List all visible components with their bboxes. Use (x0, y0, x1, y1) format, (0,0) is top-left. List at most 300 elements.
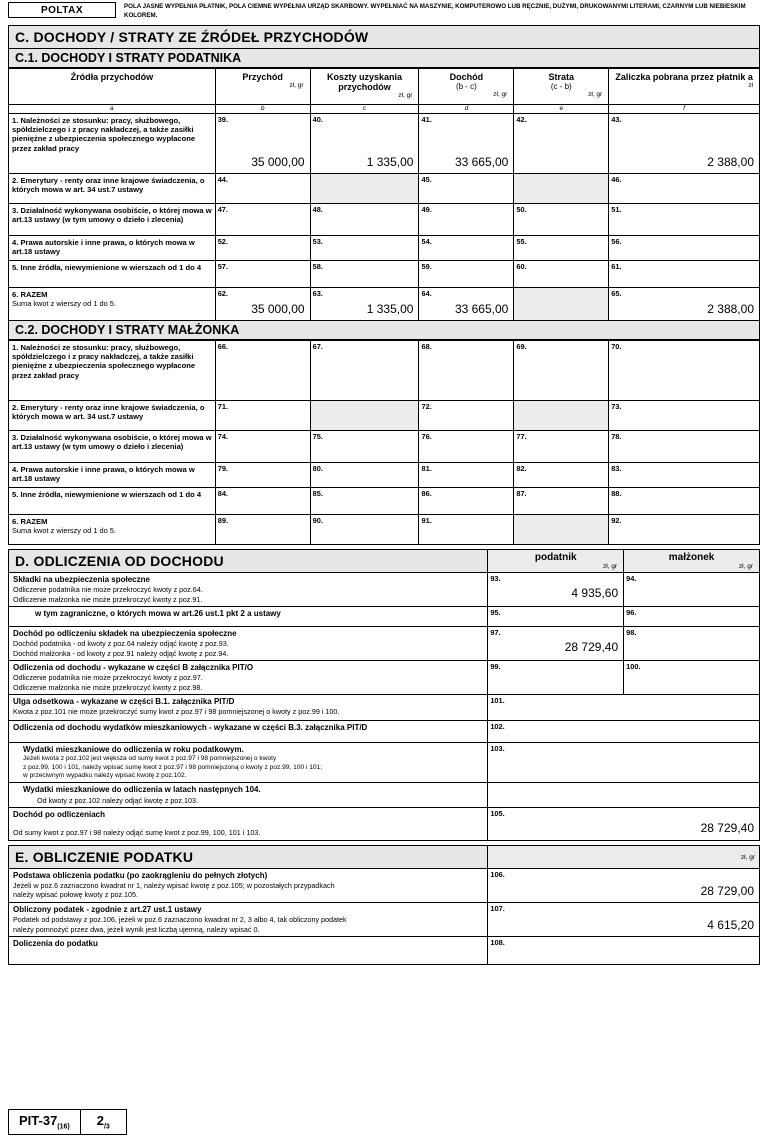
field-93[interactable] (488, 572, 624, 606)
section-d-title: D. ODLICZENIA OD DOCHODU (9, 549, 488, 572)
row-note: Suma kwot z wierszy od 1 do 5. (12, 299, 116, 308)
field-77[interactable] (514, 430, 609, 462)
field-number: 86. (421, 488, 432, 498)
field-48[interactable] (310, 203, 419, 235)
row-label-3 (9, 203, 216, 235)
row-note-1: Od kwoty z poz.102 należy odjąć kwotę z poz.103. (37, 795, 199, 805)
field-number: 76. (421, 431, 432, 441)
field-51[interactable] (609, 203, 760, 235)
table-row (9, 462, 760, 487)
section-e-units (488, 845, 760, 868)
row-title: Ulga odsetkowa - wykazane w części B.1. załącznika PIT/D (13, 697, 235, 707)
field-82[interactable] (514, 462, 609, 487)
field-number: 78. (611, 431, 622, 441)
field-number: 55. (516, 236, 527, 246)
field-66[interactable] (215, 340, 310, 400)
field-number: 53. (312, 236, 323, 246)
field-number: 99. (490, 661, 501, 671)
document-header (8, 0, 760, 25)
col-units: zł, gr (603, 562, 618, 570)
field-74[interactable] (215, 430, 310, 462)
field-number: 59. (421, 261, 432, 271)
field-number: 67. (312, 341, 323, 351)
field-88[interactable] (609, 487, 760, 514)
field-76[interactable] (419, 430, 514, 462)
row-text: Inne źródła, niewymienione w wierszach od 1 do 4 (20, 262, 202, 272)
row-note-1: Dochód podatnika - od kwoty z poz.64 należy odjąć kwotę z poz.93. (13, 639, 229, 649)
row-title: Wydatki mieszkaniowe do odliczenia w roku podatkowym. (23, 745, 244, 755)
field-value: 28 729,40 (564, 639, 619, 654)
col-subtitle: (c - b) (550, 81, 572, 91)
col-letter-b: b (215, 104, 310, 113)
row-label-5 (9, 260, 216, 287)
field-64[interactable] (419, 287, 514, 320)
row-label-1-spouse (9, 340, 216, 400)
col-units: zł, gr (289, 81, 304, 89)
field-number: 48. (312, 204, 323, 214)
field-number: 64. (421, 288, 432, 298)
row-label-6-spouse (9, 514, 216, 544)
row-title: w tym zagraniczne, o których mowa w art.26 ust.1 pkt 2 a ustawy (35, 608, 281, 618)
row-label-calculated-tax (9, 902, 488, 936)
field-96[interactable] (624, 606, 760, 626)
row-title: Składki na ubezpieczenia społeczne (13, 574, 150, 584)
field-number: 89. (217, 515, 229, 525)
row-note-2: Dochód małżonka - od kwoty z poz.91 należy odjąć kwotę z poz.94. (13, 648, 229, 658)
row-note-1: Jeżeli w poz.6 zaznaczono kwadrat nr 1, należy wpisać kwotę z poz.105; w pozostałych przypadkach (13, 881, 335, 891)
table-row (9, 743, 760, 783)
field-78[interactable] (609, 430, 760, 462)
field-number: 44. (217, 174, 228, 184)
col-title: Źródła przychodów (70, 71, 154, 82)
field-80[interactable] (310, 462, 419, 487)
page-number: 2 (96, 1113, 104, 1129)
field-41[interactable] (419, 113, 514, 173)
field-number: 52. (217, 236, 228, 246)
row-text: Działalność wykonywana osobiście, o której mowa w art.13 ustawy (w tym umowy o dzieło i zlecenia) (12, 205, 212, 224)
field-84[interactable] (215, 487, 310, 514)
row-title: Doliczenia do podatku (13, 938, 98, 948)
row-title: Dochód po odliczeniu składek na ubezpieczenia społeczne (13, 628, 237, 638)
field-number: 45. (421, 174, 432, 184)
field-number: 72. (421, 401, 432, 411)
field-92[interactable] (609, 514, 760, 544)
field-70[interactable] (609, 340, 760, 400)
row-number: 5. (12, 489, 19, 499)
row-label-housing-current-year (9, 743, 488, 783)
header-instructions: POLA JASNE WYPEŁNIA PŁATNIK, POLA CIEMNE WYPEŁNIA URZĄD SKARBOWY. WYPEŁNIAĆ NA MASZYNIE, KOMPUTEROWO LUB RĘCZNIE, DUŻYMI, DRUKOWANYMI LITERAMI, CZARNYM LUB NIEBIESKIM KOLOREM. (124, 3, 746, 20)
row-note-1: Odliczenie podatnika nie może przekroczyć kwoty z poz.97. (13, 673, 203, 683)
field-89[interactable] (215, 514, 310, 544)
row-note-1: Podatek od podstawy z poz.106, jeżeli w poz.6 zaznaczono kwadrat nr 2, 3 albo 4, tak obliczony podatek (13, 915, 347, 925)
col-letter-d: d (419, 104, 514, 113)
row-text: Prawa autorskie i inne prawa, o których mowa w art.18 ustawy (12, 237, 195, 256)
row-title: Podstawa obliczenia podatku (po zaokrągleniu do pełnych złotych) (13, 870, 268, 880)
field-number: 42. (516, 114, 527, 124)
field-99[interactable] (488, 660, 624, 694)
field-98[interactable] (624, 626, 760, 660)
field-value: 33 665,00 (454, 154, 509, 169)
table-row (9, 807, 760, 840)
table-c-header-row (9, 68, 760, 104)
table-row (9, 203, 760, 235)
field-106[interactable] (488, 868, 760, 902)
row-note-2: należy wpisać połowę kwoty z poz.105. (13, 890, 139, 900)
table-row (9, 695, 760, 721)
field-value: 35 000,00 (251, 301, 305, 316)
field-number: 54. (421, 236, 432, 246)
row-label-interest-relief (9, 695, 488, 721)
row-text: Prawa autorskie i inne prawa, o których mowa w art.18 ustawy (12, 464, 195, 483)
col-units: zł, gr (493, 91, 508, 99)
field-42[interactable] (514, 113, 609, 173)
field-blocked (514, 173, 609, 203)
row-number: 1. (12, 115, 19, 125)
field-number: 39. (217, 114, 228, 124)
field-72[interactable] (419, 400, 514, 430)
row-title: Obliczony podatek - zgodnie z art.27 ust.1 ustawy (13, 904, 202, 914)
field-number: 88. (611, 488, 622, 498)
field-58[interactable] (310, 260, 419, 287)
field-number: 68. (421, 341, 432, 351)
field-value: 33 665,00 (454, 301, 509, 316)
field-number: 65. (611, 288, 622, 298)
field-69[interactable] (514, 340, 609, 400)
field-number: 106. (490, 869, 505, 879)
field-number: 94. (626, 573, 637, 583)
row-note-2: z poz.99, 100 i 101, należy wpisać sumę kwot z poz.97 i 98 pomniejszoną o kwoty z poz.99, 100 i 101; (23, 763, 323, 771)
row-label-pito-deductions (9, 660, 488, 694)
field-61[interactable] (609, 260, 760, 287)
field-46[interactable] (609, 173, 760, 203)
table-row (9, 902, 760, 936)
field-75[interactable] (310, 430, 419, 462)
field-100[interactable] (624, 660, 760, 694)
row-label-tax-additions (9, 936, 488, 964)
col-letter-f: f (609, 104, 760, 113)
table-row (9, 235, 760, 260)
field-number: 101. (490, 696, 505, 706)
field-number: 92. (611, 515, 622, 525)
field-79[interactable] (215, 462, 310, 487)
field-number: 85. (312, 488, 323, 498)
row-number: 2. (12, 402, 19, 412)
field-number: 95. (490, 607, 501, 617)
field-86[interactable] (419, 487, 514, 514)
field-102[interactable] (488, 721, 760, 743)
field-43[interactable] (609, 113, 760, 173)
table-row (9, 783, 760, 808)
section-c1-title: C.1. DOCHODY I STRATY PODATNIKA (8, 49, 760, 68)
field-value: 28 729,00 (700, 883, 754, 898)
col-header-taxpayer (488, 549, 624, 572)
table-row (9, 572, 760, 606)
field-40[interactable] (310, 113, 419, 173)
field-53[interactable] (310, 235, 419, 260)
field-47[interactable] (215, 203, 310, 235)
row-label-5-spouse (9, 487, 216, 514)
field-number: 43. (611, 114, 622, 124)
row-label-income-after-contributions (9, 626, 488, 660)
field-number: 107. (490, 903, 505, 913)
field-value (514, 169, 608, 172)
field-number: 82. (516, 463, 527, 473)
row-label-housing-next-years (9, 783, 488, 808)
table-row (9, 721, 760, 743)
field-blocked (310, 400, 419, 430)
section-e-title: E. OBLICZENIE PODATKU (9, 845, 488, 868)
field-number: 90. (312, 515, 323, 525)
field-number: 96. (626, 607, 637, 617)
form-identifier (8, 1109, 81, 1135)
row-note-1: Od sumy kwot z poz.97 i 98 należy odjąć sumę kwot z poz.99, 100, 101 i 103. (13, 828, 261, 838)
table-row (9, 260, 760, 287)
row-label-foreign-contributions (9, 606, 488, 626)
field-103[interactable] (488, 743, 760, 783)
field-number: 83. (611, 463, 622, 473)
row-label-4 (9, 235, 216, 260)
field-number: 79. (217, 463, 229, 473)
col-letter-c: c (310, 104, 419, 113)
form-code: PIT-37 (19, 1113, 58, 1129)
field-number: 80. (312, 463, 323, 473)
row-label-6 (9, 287, 216, 320)
row-text: RAZEM (20, 516, 48, 526)
field-value: 35 000,00 (251, 154, 305, 169)
table-c-letter-row (9, 104, 760, 113)
row-title: Wydatki mieszkaniowe do odliczenia w latach następnych 104. (23, 785, 261, 795)
field-91[interactable] (419, 514, 514, 544)
table-row (9, 606, 760, 626)
field-60[interactable] (514, 260, 609, 287)
row-number: 4. (12, 464, 19, 474)
col-title: Strata (548, 71, 575, 82)
table-row (9, 626, 760, 660)
table-row (9, 400, 760, 430)
field-52[interactable] (215, 235, 310, 260)
table-c2 (8, 340, 760, 545)
field-55[interactable] (514, 235, 609, 260)
row-note-3: w przeciwnym wypadku należy wpisać kwotę z poz.102. (23, 771, 187, 779)
col-title: małżonek (668, 551, 715, 563)
field-number: 58. (312, 261, 323, 271)
row-number: 2. (12, 175, 19, 185)
row-title: Odliczenia od dochodu wydatków mieszkaniowych - wykazane w części B.3. załącznika PIT/D (13, 723, 368, 733)
table-row (9, 868, 760, 902)
field-number: 57. (217, 261, 228, 271)
col-units: zł, gr (398, 92, 413, 100)
field-97[interactable] (488, 626, 624, 660)
section-e-header-row (9, 845, 760, 868)
field-number: 75. (312, 431, 323, 441)
row-label-income-after-deductions (9, 807, 488, 840)
field-value: 28 729,40 (700, 820, 754, 835)
row-note-1: Odliczenie podatnika nie może przekroczyć kwoty z poz.64. (13, 585, 203, 595)
row-note: Suma kwot z wierszy od 1 do 5. (12, 526, 116, 535)
table-row (9, 340, 760, 400)
col-units: zł, gr (738, 562, 753, 570)
field-number: 46. (611, 174, 622, 184)
row-number: 1. (12, 342, 19, 352)
table-row (9, 936, 760, 964)
row-title: Dochód po odliczeniach (13, 809, 106, 819)
row-text: Działalność wykonywana osobiście, o której mowa w art.13 ustawy (w tym umowy o dzieło i zlecenia) (12, 432, 212, 451)
field-number: 108. (490, 937, 505, 947)
table-row (9, 430, 760, 462)
table-row (9, 660, 760, 694)
field-number: 66. (217, 341, 229, 351)
col-units: zł (748, 81, 753, 89)
field-87[interactable] (514, 487, 609, 514)
row-label-3-spouse (9, 430, 216, 462)
col-subtitle: (b - c) (455, 81, 477, 91)
col-header-revenue (215, 68, 310, 104)
field-number: 98. (626, 627, 637, 637)
field-57[interactable] (215, 260, 310, 287)
field-number: 69. (516, 341, 527, 351)
section-c2-title: C.2. DOCHODY I STRATY MAŁŻONKA (8, 321, 760, 340)
field-number: 41. (421, 114, 432, 124)
field-65[interactable] (609, 287, 760, 320)
col-title: podatnik (534, 551, 577, 563)
poltax-logo: POLTAX (8, 2, 116, 18)
field-101[interactable] (488, 695, 760, 721)
field-73[interactable] (609, 400, 760, 430)
col-title: Koszty uzyskania przychodów (327, 71, 403, 92)
field-number: 50. (516, 204, 527, 214)
field-number: 81. (421, 463, 432, 473)
col-units: zł, gr (740, 853, 755, 861)
col-header-advance (609, 68, 760, 104)
field-number: 47. (217, 204, 228, 214)
field-49[interactable] (419, 203, 514, 235)
row-label-2 (9, 173, 216, 203)
field-number: 60. (516, 261, 527, 271)
field-number: 71. (217, 401, 229, 411)
field-62[interactable] (215, 287, 310, 320)
row-note-1: Kwota z poz.101 nie może przekroczyć sumy kwot z poz.97 i 98 pomniejszonej o kwoty z poz.99 i 100. (13, 707, 340, 717)
field-56[interactable] (609, 235, 760, 260)
row-label-tax-base (9, 868, 488, 902)
field-number: 63. (312, 288, 323, 298)
col-header-income (419, 68, 514, 104)
field-59[interactable] (419, 260, 514, 287)
section-c-title: C. DOCHODY / STRATY ZE ŹRÓDEŁ PRZYCHODÓW (8, 25, 760, 49)
field-blocked (514, 400, 609, 430)
field-value: 4 615,20 (707, 917, 754, 932)
page-indicator (81, 1109, 127, 1135)
table-e (8, 845, 760, 965)
field-107[interactable] (488, 902, 760, 936)
field-number: 62. (217, 288, 228, 298)
field-value: 2 388,00 (707, 154, 754, 169)
col-title: Zaliczka pobrana przez płatnik a (615, 71, 753, 82)
field-94[interactable] (624, 572, 760, 606)
row-text: Należności ze stosunku: pracy, służbowego, spółdzielczego i z pracy nakładczej, a także zasiłki pieniężne z ubezpieczenia społecznego wypłacone przez zakład pracy (12, 342, 196, 380)
field-number: 40. (312, 114, 323, 124)
field-number: 91. (421, 515, 432, 525)
table-d (8, 549, 760, 841)
row-number: 5. (12, 262, 19, 272)
row-number: 6. (12, 516, 19, 526)
field-number: 97. (490, 627, 501, 637)
table-row (9, 487, 760, 514)
row-number: 6. (12, 289, 19, 299)
table-row-total (9, 287, 760, 320)
col-letter-a: a (9, 104, 216, 113)
row-label-housing-deductions (9, 721, 488, 743)
field-blocked (310, 173, 419, 203)
field-85[interactable] (310, 487, 419, 514)
field-50[interactable] (514, 203, 609, 235)
field-number: 56. (611, 236, 622, 246)
row-label-1 (9, 113, 216, 173)
field-63[interactable] (310, 287, 419, 320)
field-95[interactable] (488, 606, 624, 626)
col-header-costs (310, 68, 419, 104)
row-number: 3. (12, 205, 19, 215)
field-blocked (514, 514, 609, 544)
field-81[interactable] (419, 462, 514, 487)
field-105[interactable] (488, 807, 760, 840)
row-text: Emerytury - renty oraz inne krajowe świadczenia, o których mowa w art. 34 ust.7 ustawy (12, 175, 205, 194)
table-row (9, 113, 760, 173)
field-blocked (514, 287, 609, 320)
field-number: 77. (516, 431, 527, 441)
field-number: 100. (626, 661, 641, 671)
field-39[interactable] (215, 113, 310, 173)
field-number: 49. (421, 204, 432, 214)
col-header-spouse (624, 549, 760, 572)
field-value: 4 935,60 (571, 585, 619, 600)
row-text: Należności ze stosunku: pracy, służbowego, spółdzielczego i z pracy nakładczej, a także zasiłki pieniężne z ubezpieczenia społecznego wypłacone przez zakład pracy (12, 115, 196, 153)
form-version: (16) (57, 1124, 70, 1131)
field-71[interactable] (215, 400, 310, 430)
col-header-sources (9, 68, 216, 104)
field-number: 84. (217, 488, 229, 498)
field-45[interactable] (419, 173, 514, 203)
field-67[interactable] (310, 340, 419, 400)
field-number: 61. (611, 261, 622, 271)
row-note-1: Jeżeli kwota z poz.102 jest większa od sumy kwot z poz.97 i 98 pomniejszonej o kwoty (23, 755, 277, 763)
col-units: zł, gr (588, 91, 603, 99)
page-total: /3 (103, 1124, 110, 1131)
field-value: 1 335,00 (366, 154, 414, 169)
field-number: 102. (490, 722, 505, 732)
col-title: Przychód (242, 71, 283, 82)
field-108[interactable] (488, 936, 760, 964)
row-note-2: Odliczenie małżonka nie może przekroczyć kwoty z poz.98. (13, 682, 203, 692)
row-note-2: Odliczenie małżonka nie może przekroczyć kwoty z poz.91. (13, 594, 203, 604)
field-number: 51. (611, 204, 622, 214)
row-label-social-contributions (9, 572, 488, 606)
field-83[interactable] (609, 462, 760, 487)
field-number: 70. (611, 341, 622, 351)
field-number: 103. (490, 744, 505, 754)
field-54[interactable] (419, 235, 514, 260)
field-number: 74. (217, 431, 229, 441)
table-row (9, 173, 760, 203)
col-letter-e: e (514, 104, 609, 113)
field-68[interactable] (419, 340, 514, 400)
field-44[interactable] (215, 173, 310, 203)
field-90[interactable] (310, 514, 419, 544)
field-number: 105. (490, 808, 505, 818)
field-number: 87. (516, 488, 527, 498)
row-label-4-spouse (9, 462, 216, 487)
row-number: 4. (12, 237, 19, 247)
row-note-2: należy pomnożyć przez dwa, jeżeli wynik jest liczbą ujemną, należy wpisać 0. (13, 924, 260, 934)
